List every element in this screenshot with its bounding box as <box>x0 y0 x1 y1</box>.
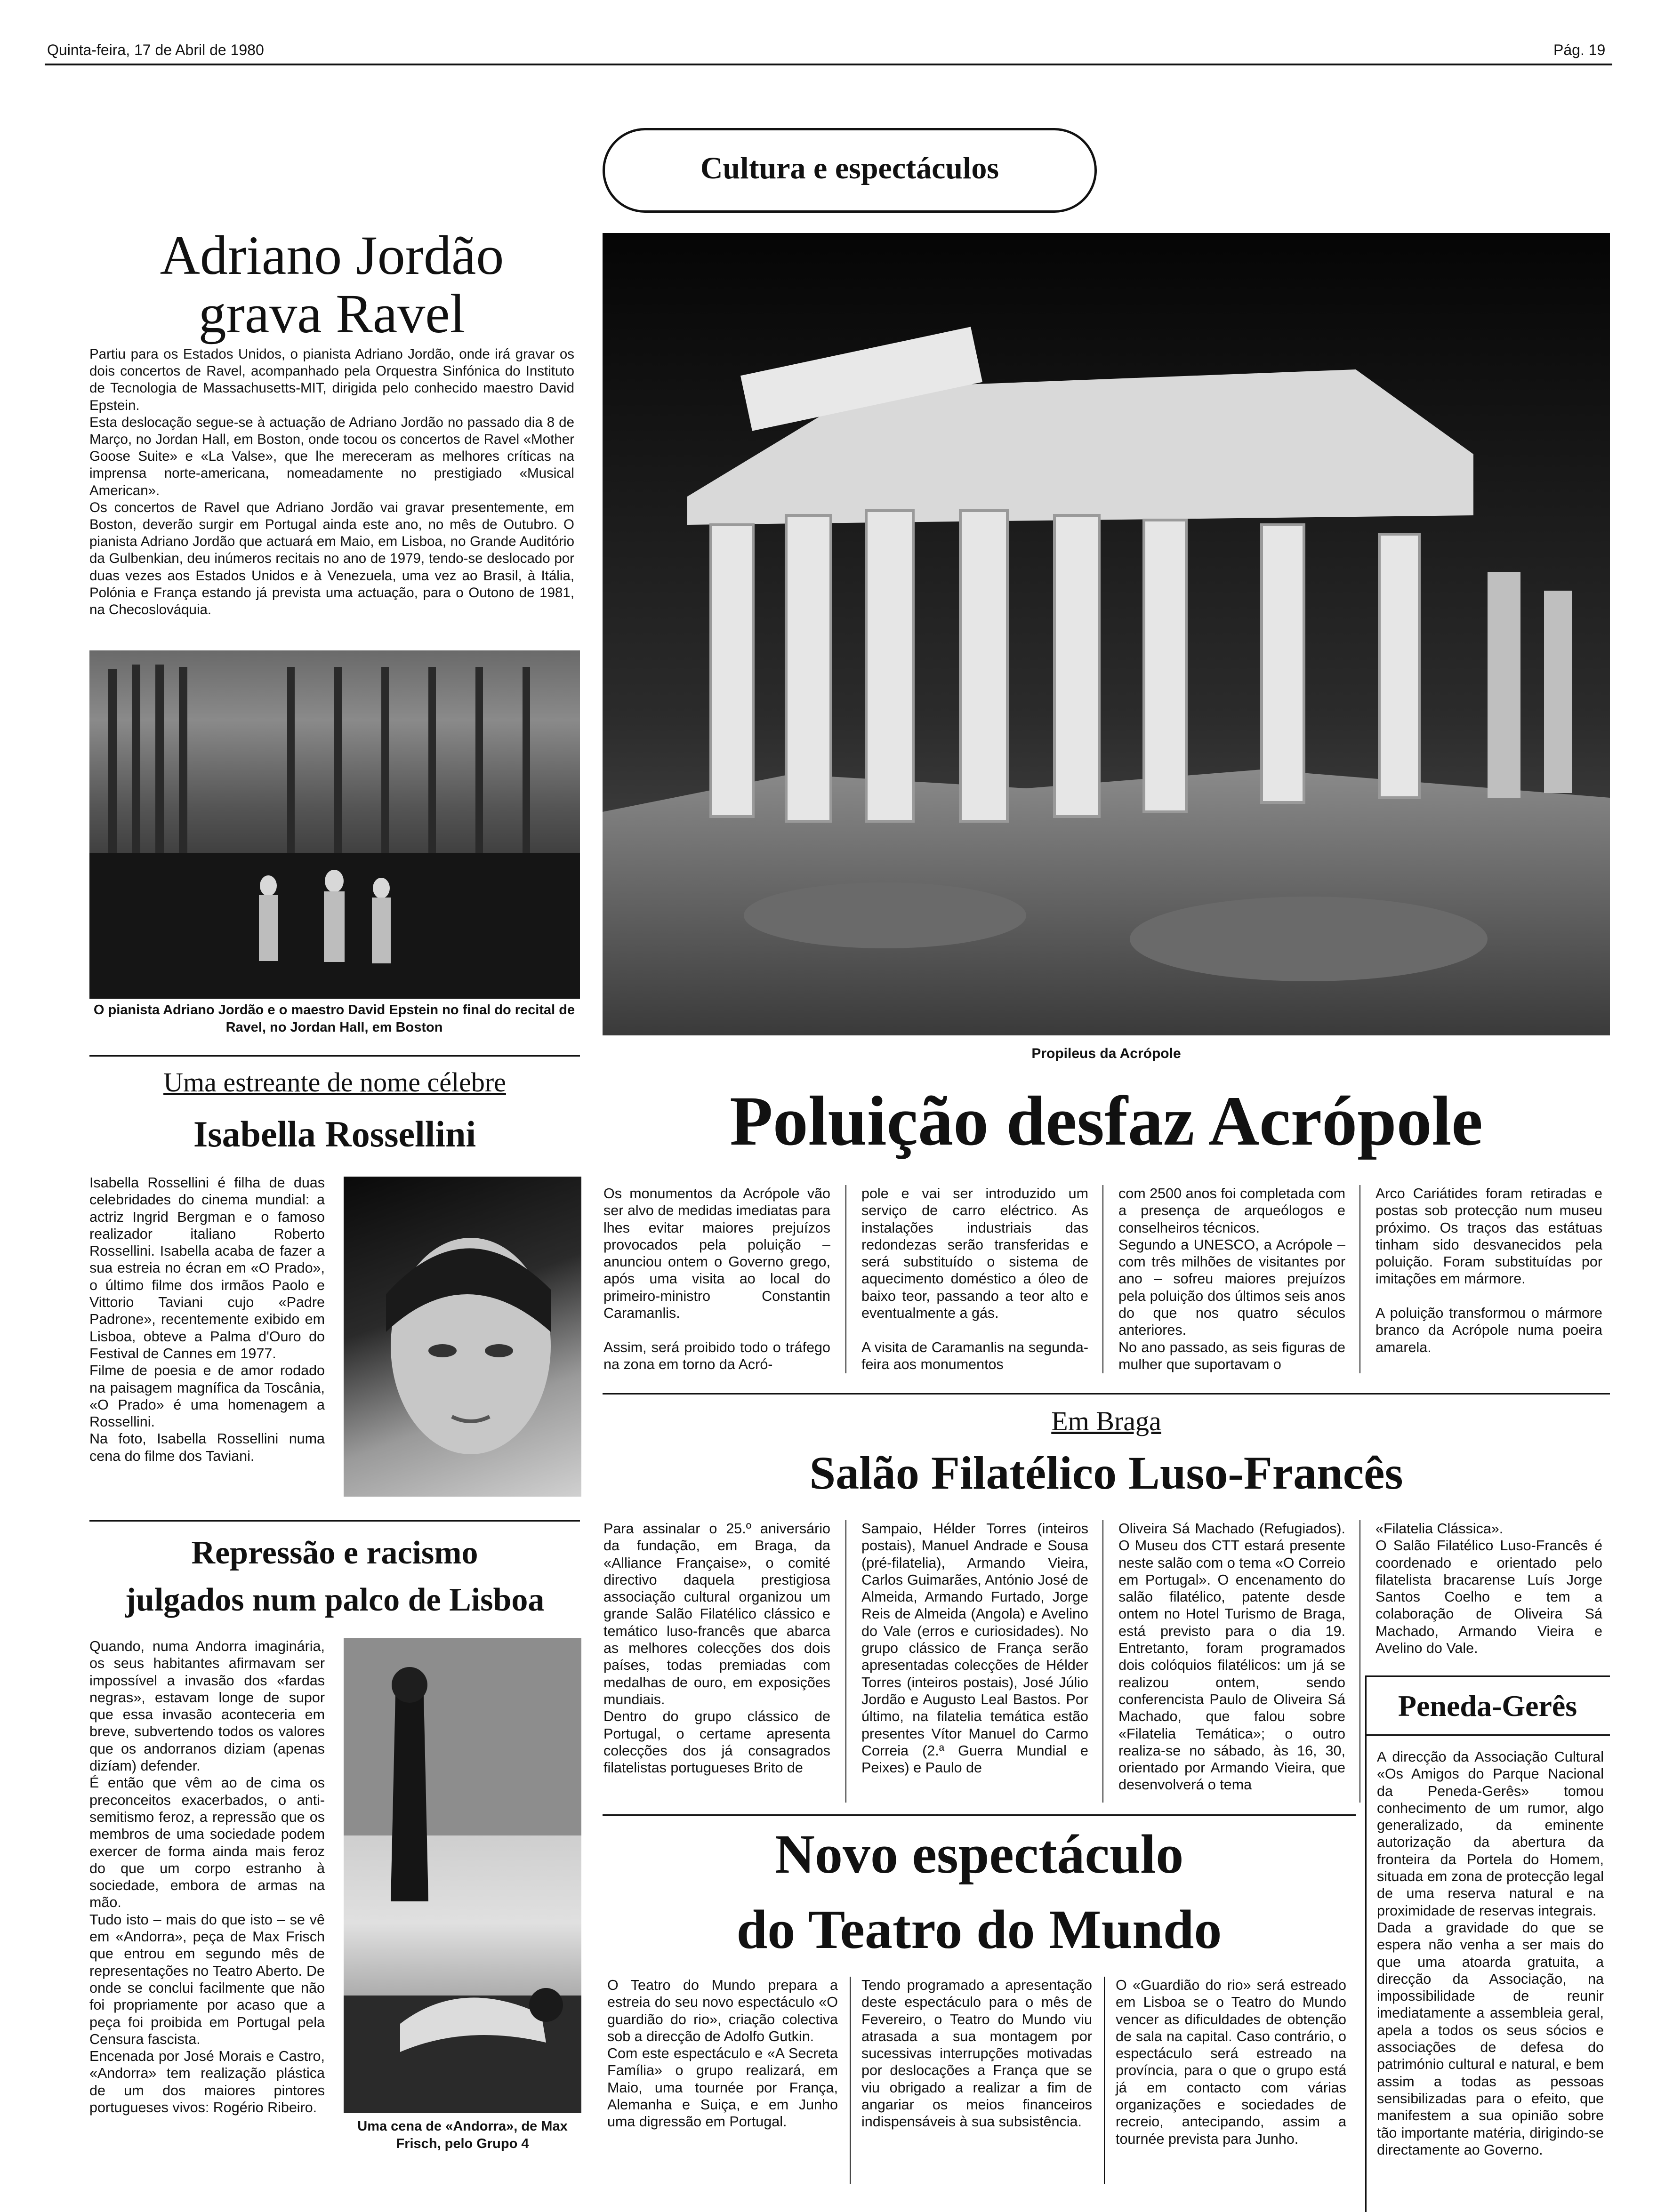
andorra-scene-photo <box>344 1638 581 2113</box>
teatro-col-divider-2 <box>1104 1977 1105 2184</box>
andorra-photo-caption: Uma cena de «Andorra», de Max Frisch, pelo Grupo 4 <box>357 2119 568 2151</box>
acropolis-col-2: pole e vai ser introduzido um serviço de carro eléctrico. As instalações industriais das redondezas serão transferidas e será substituído o sistema de aquecimento doméstico a óleo de baixo teor, passando a teor alto e eventualmente a gás. A visita de Caramanlis na segunda-feira aos monumentos <box>861 1186 1088 1372</box>
repressao-headline-line1: Repressão e racismo <box>191 1535 478 1571</box>
peneda-body: A direcção da Associação Cultural «Os Amigos do Parque Nacional da Peneda-Gerês» tomou conhecimento de um rumor, algo generalizado, da eminente autorização da abertura da fronteira da Portela do Homem, situada em zona de protecção legal de uma reserva natural e na proximidade de reservas integrais. Dada a gravidade do que se espera não venha a ser mais do que uma atoarda gratuita, a direcção da Associação, na impossibilidade de reunir imediatamente a assembleia geral, apela a todos os seus sócios e associações de defesa do património cultural e natural, e bem assim a todas as pessoas sensibilizadas para o efeito, que manifestem a sua opinião sobre tão importante matéria, dirigindo-se directamente ao Governo. <box>1377 1749 1604 2158</box>
jordao-concert-photo <box>89 650 580 999</box>
header-page-number: Pág. 19 <box>1553 41 1606 58</box>
teatro-col-divider-1 <box>850 1977 851 2184</box>
jordao-photo-caption: O pianista Adriano Jordão e o maestro David Epstein no final do recital de Ravel, no Jordan Hall, em Boston <box>93 1002 575 1035</box>
peneda-top-rule <box>1365 1675 1610 1677</box>
header-rule <box>45 64 1612 65</box>
rossellini-end-rule <box>89 1520 580 1522</box>
repressao-headline-line2: julgados num palco de Lisboa <box>125 1582 545 1618</box>
braga-end-rule <box>603 1814 1356 1816</box>
teatro-headline-line2: do Teatro do Mundo <box>736 1899 1222 1960</box>
braga-col-divider-1 <box>845 1520 846 1803</box>
braga-col-1: Para assinalar o 25.º aniversário da fundação, em Braga, da «Alliance Française», o comité directivo daquela prestigiosa associação cultural organizou um grande Salão Filatélico clássico e temático luso-francês que abarca as melhores colecções dos dois países, todas premiadas com medalhas de ouro, em exposições mundiais. Dentro do grupo clássico de Portugal, o certame apresenta colecções dos já consagrados filatelistas portugueses Brito de <box>603 1521 830 1776</box>
braga-col-2: Sampaio, Hélder Torres (inteiros postais), Manuel Andrade e Sousa (pré-filatelia), Armando Vieira, Carlos Guimarães, António José de Almeida, Armando Furtado, Jorge Reis de Almeida (Angola) e Avelino do Vale (erros e curiosidades). No grupo clássico de França serão apresentadas colecções de Hélder Torres (inteiros postais), José Júlio Jordão e Augusto Leal Bastos. Por último, na filatelia temática estão presentes Vítor Manuel do Carmo Correia (2.ª Guerra Mundial e Peixes) e Paulo de <box>861 1521 1088 1776</box>
peneda-headline: Peneda-Gerês <box>1398 1689 1577 1723</box>
jordao-headline-line1: Adriano Jordão <box>160 224 504 286</box>
acropolis-propylaea-photo <box>603 233 1610 1035</box>
acropolis-col-3: com 2500 anos foi completada com a presença de arqueólogos e conselheiros técnicos. Segundo a UNESCO, a Acrópole – com três milhões de visitantes por ano – sofreu maiores prejuízos pela poluição dos últimos seis anos do que nos quatro séculos anteriores. No ano passado, as seis figuras de mulher que suportavam o <box>1118 1186 1345 1372</box>
braga-kicker: Em Braga <box>1051 1406 1161 1436</box>
acropolis-headline: Poluição desfaz Acrópole <box>730 1082 1483 1160</box>
braga-col-4: «Filatelia Clássica». O Salão Filatélico Luso-Francês é coordenado e orientado pelo filatelista bracarense Luís Jorge Santos Coelho e tem a colaboração de Oliveira Sá Machado, Armando Vieira e Avelino do Vale. <box>1375 1521 1602 1657</box>
teatro-col-3: O «Guardião do rio» será estreado em Lisboa se o Teatro do Mundo vencer as dificuldades de obtenção de sala na capital. Caso contrário, o espectáculo será estreado na província, para o que o grupo está já em contacto com várias organizações e sociedades de recreio, antecipando, assim a tournée prevista para Junho. <box>1116 1977 1346 2147</box>
rossellini-portrait-photo <box>344 1177 581 1497</box>
acropolis-col-divider-2 <box>1102 1185 1103 1373</box>
jordao-body: Partiu para os Estados Unidos, o pianista Adriano Jordão, onde irá gravar os dois concertos de Ravel, acompanhado pela Orquestra Sinfónica do Instituto de Tecnologia de Massachusetts-MIT, dirigida pelo conhecido maestro David Epstein. Esta deslocação segue-se à actuação de Adriano Jordão no passado dia 8 de Março, no Jordan Hall, em Boston, onde tocou os concertos de Ravel «Mother Goose Suite» e «La Valse», que lhe mereceram as melhores críticas na imprensa norte-americana, nomeadamente no prestigiado «Musical American». Os concertos de Ravel que Adriano Jordão vai gravar presentemente, em Boston, deverão surgir em Portugal ainda este ano, no mês de Outubro. O pianista Adriano Jordão que actuará em Maio, em Lisboa, no Grande Auditório da Gulbenkian, deu inúmeros recitais no ano de 1979, tendo-se deslocado por duas vezes aos Estados Unidos e à Venezuela, uma vez ao Brasil, à Itália, Polónia e França estando já prevista uma actuação, para o Outono de 1981, na Checoslováquia. <box>89 346 574 618</box>
braga-headline: Salão Filatélico Luso-Francês <box>809 1447 1403 1499</box>
acropolis-photo-caption: Propileus da Acrópole <box>1031 1046 1181 1061</box>
peneda-title-rule <box>1365 1734 1610 1736</box>
teatro-col-2: Tendo programado a apresentação deste espectáculo para o mês de Fevereiro, o Teatro do Mundo viu atrasada a sua montagem por sucessivas interrupções motivadas por deslocações a França que se viu obrigado a realizar a fim de angariar os meios financeiros indispensáveis à sua subsistência. <box>861 1977 1092 2130</box>
acropolis-col-1: Os monumentos da Acrópole vão ser alvo de medidas imediatas para lhes evitar maiores prejuízos provocados pela poluição – anunciou ontem o Governo grego, após uma visita ao local do primeiro-ministro Constantin Caramanlis. Assim, será proibido todo o tráfego na zona em torno da Acró- <box>603 1186 830 1372</box>
teatro-headline-line1: Novo espectáculo <box>774 1823 1184 1885</box>
braga-col-divider-2 <box>1102 1520 1103 1803</box>
acropolis-end-rule <box>603 1393 1610 1395</box>
rossellini-kicker: Uma estreante de nome célebre <box>163 1067 506 1098</box>
jordao-headline-line2: grava Ravel <box>198 283 466 345</box>
acropolis-col-4: Arco Cariátides foram retiradas e postas sob protecção num museu próximo. Os traços das estátuas tinham sido desvanecidos pela poluição. Foram substituídas por imitações em mármore. A poluição transformou o mármore branco da Acrópole numa poeira amarela. <box>1375 1186 1602 1355</box>
rossellini-headline: Isabella Rossellini <box>193 1114 476 1154</box>
acropolis-col-divider-1 <box>845 1185 846 1373</box>
acropolis-col-divider-3 <box>1359 1185 1360 1373</box>
rossellini-body: Isabella Rossellini é filha de duas celebridades do cinema mundial: a actriz Ingrid Bergman e o famoso realizador italiano Roberto Rossellini. Isabella acaba de fazer a sua estreia no écran em «O Prado», o último filme dos irmãos Paolo e Vittorio Taviani cujo «Padre Padrone», recentemente exibido em Lisboa, obteve a Palma d'Ouro do Festival de Cannes em 1977. Filme de poesia e de amor rodado na paisagem magnífica da Toscânia, «O Prado» é uma homenagem a Rossellini. Na foto, Isabella Rossellini numa cena do filme dos Taviani. <box>89 1175 325 1464</box>
jordao-end-rule <box>89 1055 580 1057</box>
braga-col-divider-3 <box>1359 1520 1360 1803</box>
teatro-col-1: O Teatro do Mundo prepara a estreia do seu novo espectáculo «O guardião do rio», criação colectiva sob a direcção de Adolfo Gutkin. Com este espectáculo e «A Secreta Família» o grupo realizará, em Maio, uma tournée por França, Alemanha e Suiça, e em Junho uma digressão em Portugal. <box>607 1977 838 2130</box>
repressao-body: Quando, numa Andorra imaginária, os seus habitantes afirmavam ser impossível a invasão dos «fardas negras», estavam longe de supor que essa invasão aconteceria em breve, subvertendo todos os valores que os andorranos diziam (apenas dizíam) defender. É então que vêm ao de cima os preconceitos exacerbados, o anti-semitismo feroz, a repressão que os membros de uma sociedade podem exercer de forma ainda mais feroz do que um corpo estranho à sociedade, embora de armas na mão. Tudo isto – mais do que isto – se vê em «Andorra», peça de Max Frisch que entrou em segundo mês de representações no Teatro Aberto. De onde se conclui facilmente que não foi propriamente por acaso que a peça foi proibida em Portugal pela Censura fascista. Encenada por José Morais e Castro, «Andorra» tem realização plástica de um dos maiores pintores portugueses vivos: Rogério Ribeiro. <box>89 1638 325 2116</box>
section-banner-label: Cultura e espectáculos <box>700 151 999 185</box>
braga-col-3: Oliveira Sá Machado (Refugiados). O Museu dos CTT estará presente neste salão com o tema «O Correio em Portugal». O encenamento do salão filatélico, patente desde ontem no Hotel Turismo de Braga, está previsto para o dia 19. Entretanto, foram programados dois colóquios filatélicos: um já se realizou ontem, sendo conferencista Paulo de Oliveira Sá Machado, que falou sobre «Filatelia Temática»; o outro realiza-se no sábado, às 16, 30, orientado por Armando Vieira, que desenvolverá o tema <box>1118 1521 1345 1793</box>
header-date: Quinta-feira, 17 de Abril de 1980 <box>47 41 264 58</box>
